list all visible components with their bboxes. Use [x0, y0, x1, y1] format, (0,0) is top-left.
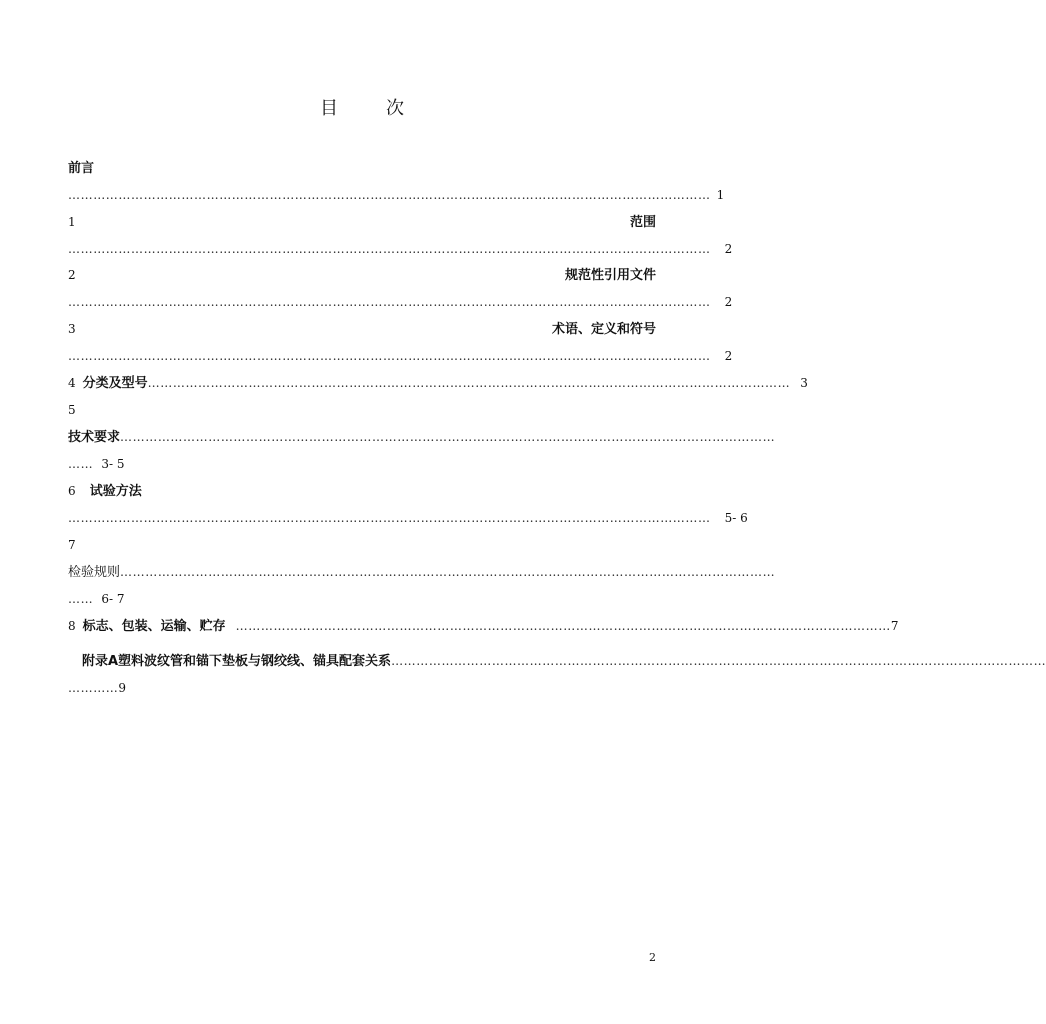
toc-entry-1-title: 范围 — [629, 215, 656, 230]
toc-entry-3[interactable] — [68, 319, 656, 339]
toc-entry-6-title: 试验方法 — [89, 484, 142, 499]
toc-entry-4-title: 分类及型号 — [82, 376, 148, 391]
toc-entry-1[interactable] — [68, 212, 656, 232]
toc-preface-leader[interactable] — [68, 185, 725, 205]
toc-appendix-title: 附录A塑料波纹管和锚下垫板与钢绞线、锚具配套关系 — [82, 654, 392, 669]
toc-entry-3-number: 3 — [68, 322, 76, 336]
dot-leader: …… — [68, 457, 94, 471]
toc-entry-2-page: 2 — [724, 295, 733, 309]
toc-entry-8[interactable] — [68, 616, 899, 636]
toc-entry-5-page: 3- 5 — [101, 457, 125, 471]
toc-entry-7-leader[interactable] — [68, 589, 656, 609]
toc-entry-1-leader[interactable] — [68, 239, 733, 259]
dot-leader: ……………………………………………………………………………………………………………………………………… — [68, 242, 711, 256]
toc-entry-1-page: 2 — [724, 242, 733, 256]
toc-entry-7[interactable] — [68, 562, 776, 582]
toc-entry-7-number[interactable]: 7 — [68, 538, 76, 552]
title-char-2: 次 — [386, 98, 404, 119]
dot-leader: ……………………………………………………………………………………………………………………………………… — [68, 349, 711, 363]
dot-leader: ……………………………………………………………………………………………………………………………………… — [68, 511, 711, 525]
dot-leader: ………………………………………………………………………………………………………………………………………… — [235, 619, 891, 633]
toc-entry-3-title: 术语、定义和符号 — [551, 322, 656, 337]
dot-leader: ………………………………………………………………………………………………………………………………………… — [120, 565, 776, 579]
toc-entry-5-title: 技术要求 — [68, 430, 121, 445]
dot-leader: ………… — [68, 681, 119, 695]
toc-entry-3-page: 2 — [724, 349, 733, 363]
toc-entry-5-number[interactable]: 5 — [68, 403, 76, 417]
toc-entry-5-leader[interactable] — [68, 454, 656, 474]
toc-entry-2-number: 2 — [68, 268, 76, 282]
toc-appendix[interactable] — [68, 651, 1046, 671]
dot-leader: ……………………………………………………………………………………………………………………………………… — [68, 295, 711, 309]
dot-leader: ……………………………………………………………………………………………………………………………………… — [147, 376, 791, 390]
toc-entry-6[interactable] — [68, 481, 656, 501]
toc-entry-4-number: 4 — [68, 376, 76, 390]
toc-appendix-page: 9 — [118, 681, 127, 695]
page-title — [0, 94, 724, 120]
dot-leader: ………………………………………………………………………………………………………………………………………… — [391, 654, 1046, 668]
toc-appendix-leader[interactable] — [68, 678, 656, 698]
toc-entry-6-page: 5- 6 — [724, 511, 748, 525]
toc-entry-6-number: 6 — [68, 484, 76, 498]
toc-entry-8-number: 8 — [68, 619, 76, 633]
dot-leader: ………………………………………………………………………………………………………………………………………… — [120, 430, 776, 444]
toc-entry-7-title: 检验规则 — [68, 565, 121, 580]
toc-entry-8-title: 标志、包装、运输、贮存 — [82, 619, 226, 634]
toc-entry-5[interactable] — [68, 427, 776, 447]
toc-entry-2-leader[interactable] — [68, 292, 733, 312]
toc-entry-8-page: 7 — [890, 619, 899, 633]
toc-entry-2-title: 规范性引用文件 — [564, 268, 656, 283]
toc-entry-3-leader[interactable] — [68, 346, 733, 366]
dot-leader: ……………………………………………………………………………………………………………………………………… — [68, 188, 711, 202]
dot-leader: …… — [68, 592, 94, 606]
toc-entry-4-page: 3 — [800, 376, 808, 390]
toc-entry-4[interactable] — [68, 373, 808, 393]
toc-entry-6-leader[interactable] — [68, 508, 748, 528]
title-char-1: 目 — [320, 98, 338, 119]
toc-preface-page: 1 — [716, 188, 725, 202]
toc-entry-2[interactable] — [68, 265, 656, 285]
page-number: 2 — [649, 951, 656, 964]
toc-entry-7-page: 6- 7 — [101, 592, 125, 606]
toc-preface-label[interactable]: 前言 — [68, 161, 95, 176]
toc-entry-1-number: 1 — [68, 215, 76, 229]
